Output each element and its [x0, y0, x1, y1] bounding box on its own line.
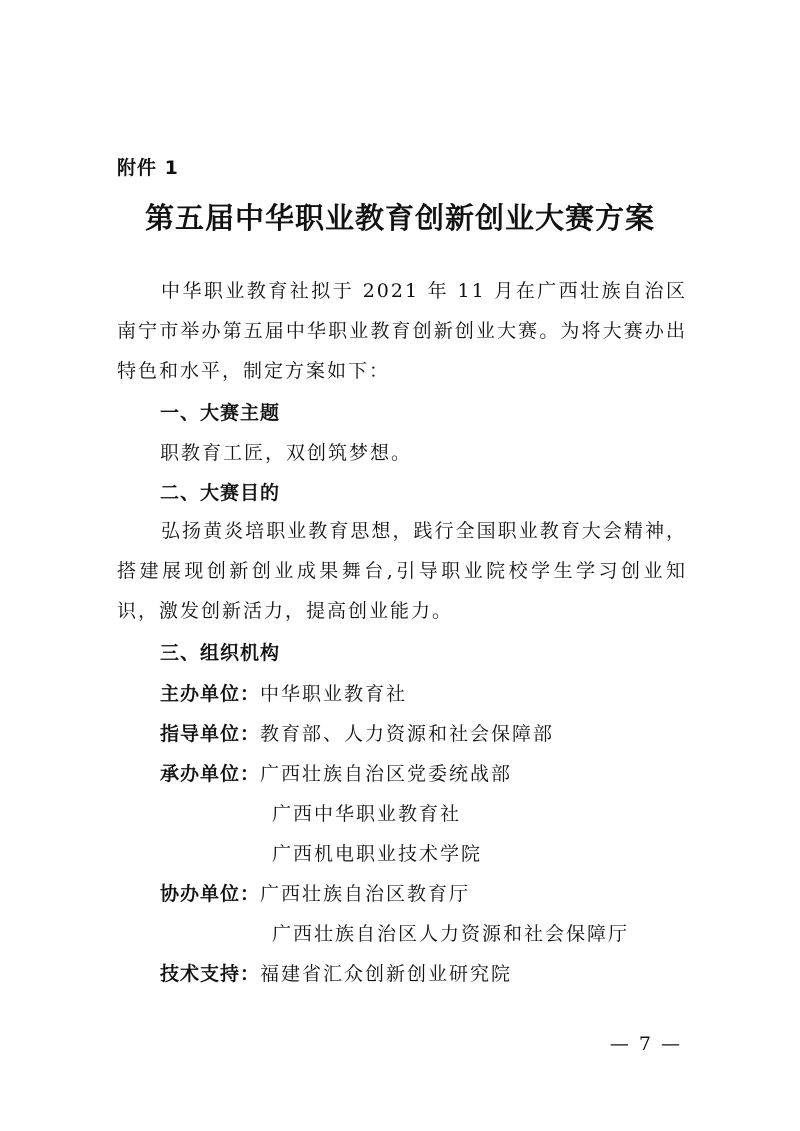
section-body-purpose: 弘扬黄炎培职业教育思想，践行全国职业教育大会精神，搭建展现创新创业成果舞台,引导职业院校学生学习创业知识，激发创新活力，提高创业能力。 [117, 520, 687, 622]
org-tech-support-value: 福建省汇众创新创业研究院 [260, 963, 513, 985]
document-title: 第五届中华职业教育创新创业大赛方案 [144, 201, 655, 235]
section-heading-theme: 一、大赛主题 [160, 402, 281, 424]
org-organizer-item: 广西中华职业教育社 [272, 803, 462, 825]
org-tech-support-label: 技术支持： [160, 963, 261, 985]
org-guide-row [160, 719, 554, 746]
org-organizer-row [160, 759, 512, 786]
org-organizer-item: 广西机电职业技术学院 [272, 843, 483, 865]
org-co-organizer-value: 广西壮族自治区教育厅 [260, 883, 471, 905]
intro-paragraph: 中华职业教育社拟于 2021 年 11 月在广西壮族自治区南宁市举办第五届中华职业教育创新创业大赛。为将大赛办出特色和水平，制定方案如下： [117, 280, 687, 382]
org-guide-label: 指导单位： [160, 723, 261, 745]
org-organizer-value: 广西壮族自治区党委统战部 [260, 763, 513, 785]
org-guide-value: 教育部、人力资源和社会保障部 [260, 723, 555, 745]
org-organizer-label: 承办单位： [160, 763, 261, 785]
org-co-organizer-label: 协办单位： [160, 883, 261, 905]
org-host-row [160, 679, 407, 706]
section-body-theme: 职教育工匠，双创筑梦想。 [160, 442, 413, 464]
page-number: — 7 — [609, 1033, 682, 1055]
attachment-label: 附件 1 [117, 157, 179, 179]
section-heading-organization: 三、组织机构 [160, 642, 281, 664]
org-co-organizer-item: 广西壮族自治区人力资源和社会保障厅 [272, 923, 630, 945]
org-co-organizer-row [160, 879, 470, 906]
org-host-label: 主办单位： [160, 683, 261, 705]
section-heading-purpose: 二、大赛目的 [160, 482, 281, 504]
org-host-value: 中华职业教育社 [260, 683, 408, 705]
org-tech-support-row [160, 959, 512, 986]
